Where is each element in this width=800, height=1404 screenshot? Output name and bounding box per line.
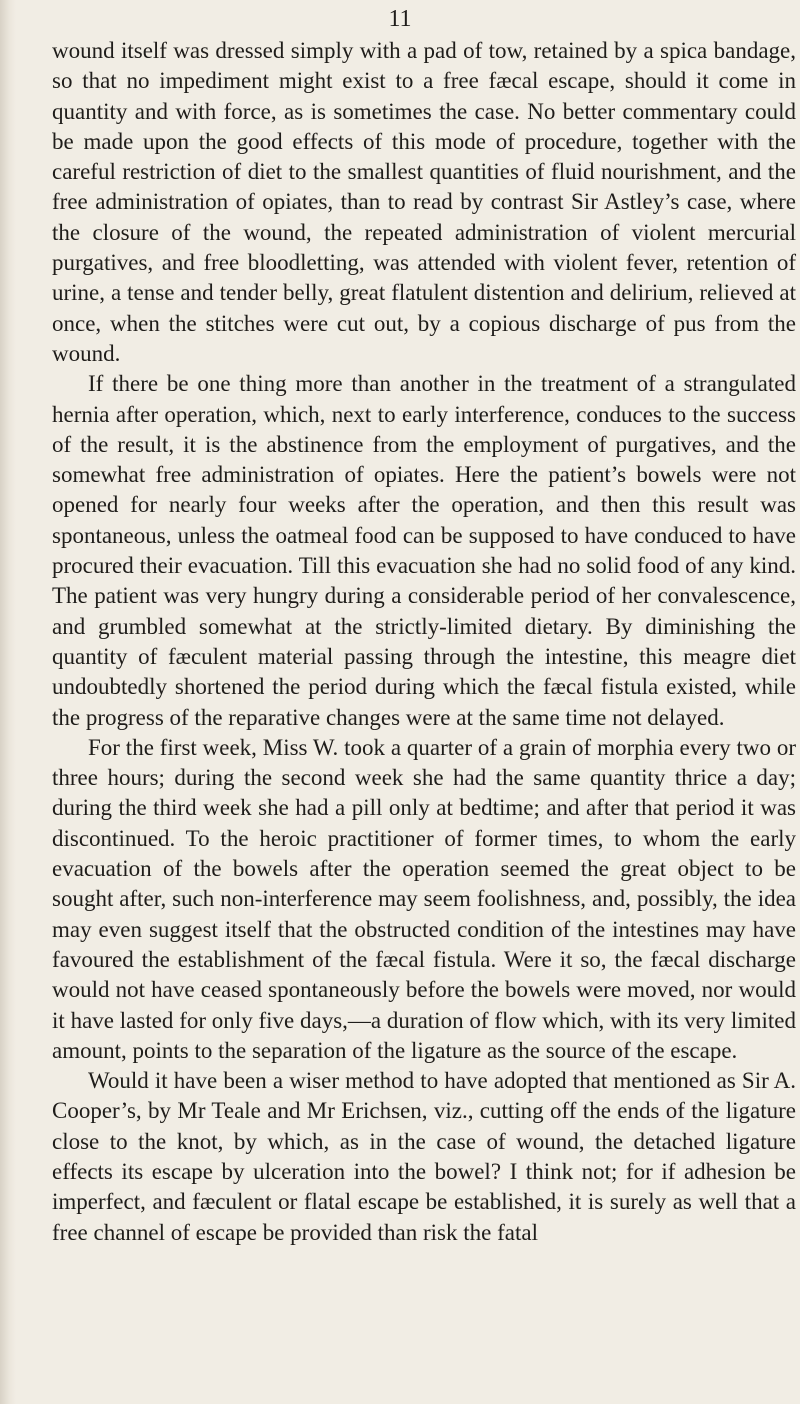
body-text xyxy=(52,36,796,1248)
page-gutter-shadow xyxy=(0,0,16,1404)
page-number: 11 xyxy=(388,6,412,32)
paragraph-purgatives-opiates: If there be one thing more than another in the treatment of a strangulated hernia after operation, which, next to early interference, conduces to the success of the result, it is the abstinence from the employment of purgatives, and the somewhat free administration of opiates. Here the patient’s bowels were not opened for nearly four weeks after the operation, and then this result was spontaneous, unless the oatmeal food can be supposed to have conduced to have procured their evacuation. Till this evacuation she had no solid food of any kind. The patient was very hungry during a considerable period of her convalescence, and grumbled somewhat at the strictly-limited dietary. By diminishing the quantity of fæculent material passing through the intestine, this meagre diet undoubtedly shortened the period during which the fæcal fistula existed, while the progress of the reparative changes were at the same time not delayed. xyxy=(52,371,796,730)
paragraph-morphia-regimen: For the first week, Miss W. took a quarter of a grain of morphia every two or three hours; during the second week she had the same quantity thrice a day; during the third week she had a pill only at bedtime; and after that period it was discontinued. To the heroic practitioner of former times, to whom the early evacuation of the bowels after the operation seemed the great object to be sought after, such non-interference may seem foolishness, and, possibly, the idea may even suggest itself that the obstructed condition of the intestines may have favoured the establishment of the fæcal fistula. Were it so, the fæcal discharge would not have ceased spontaneously before the bowels were moved, nor would it have lasted for only five days,—a duration of flow which, with its very limited amount, points to the separation of the ligature as the source of the escape. xyxy=(52,734,796,1063)
paragraph-ligature-method: Would it have been a wiser method to have adopted that mentioned as Sir A. Cooper’s, by Mr Teale and Mr Erichsen, viz., cutting off the ends of the ligature close to the knot, by which, as in the case of wound, the detached ligature effects its escape by ulceration into the bowel? I think not; for if adhesion be imperfect, and fæculent or flatal escape be established, it is surely as well that a free channel of escape be provided than risk the fatal xyxy=(52,1068,796,1245)
paragraph-wound-dressing: wound itself was dressed simply with a pad of tow, retained by a spica bandage, so that no impediment might exist to a free fæcal escape, should it come in quantity and with force, as is sometimes the case. No better commentary could be made upon the good effects of this mode of procedure, together with the careful restriction of diet to the smallest quantities of fluid nourishment, and the free administration of opiates, than to read by contrast Sir Astley’s case, where the closure of the wound, the repeated administration of violent mercurial purgatives, and free bloodletting, was attended with violent fever, retention of urine, a tense and tender belly, great flatulent distention and delirium, relieved at once, when the stitches were cut out, by a copious discharge of pus from the wound. xyxy=(52,38,796,366)
